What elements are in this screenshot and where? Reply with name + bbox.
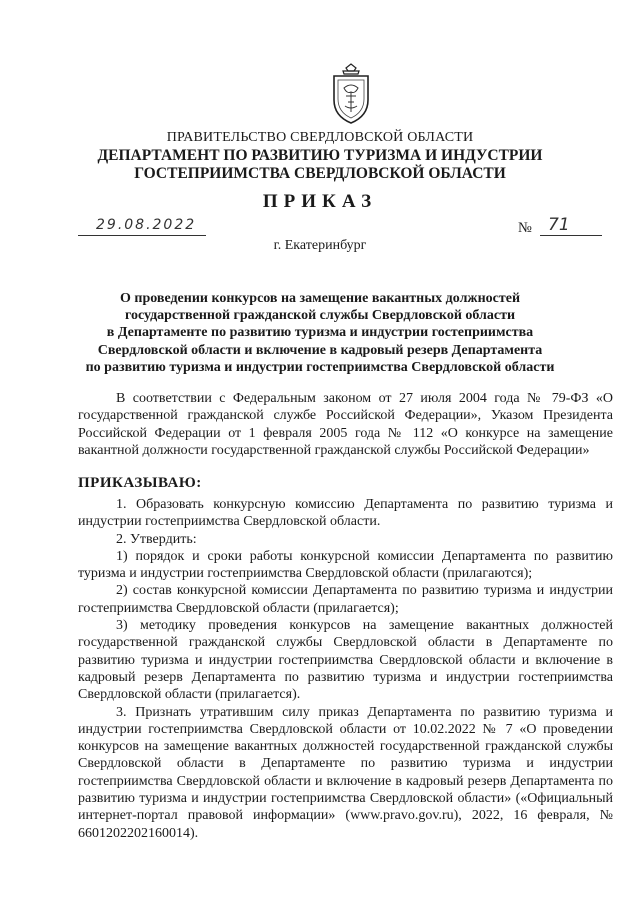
item-1: 1. Образовать конкурсную комиссию Департамента по развитию туризма и индустрии гостеприимства Свердловской области. [78,497,613,530]
preamble-block [78,390,613,459]
subject-line: Свердловской области и включение в кадровый резерв Департамента [97,342,543,358]
number-label: № [518,220,532,236]
document-type-title: ПРИКАЗ [262,191,378,212]
item-2-1: 1) порядок и сроки работы конкурсной комиссии Департамента по развитию туризма и индустрии гостеприимства Свердловской области (прилагаются); [78,548,613,582]
department-name-line1: ДЕПАРТАМЕНТ ПО РАЗВИТИЮ ТУРИЗМА И ИНДУСТРИИ [97,147,543,164]
number-underline [540,235,602,236]
department-name-line2: ГОСТЕПРИИМСТВА СВЕРДЛОВСКОЙ ОБЛАСТИ [134,165,506,182]
department-name [0,147,640,183]
item-2-3: 3) методику проведения конкурсов на замещение вакантных должностей государственной гражданской службы Свердловской области в Департаменте по развитию туризма и индустрии гостеприимства Свердловской области и включение в кадровый резерв Департамента по развитию туризма и индустрии гостеприимства Свердловской области (прилагается). [78,618,613,703]
subject-line: О проведении конкурсов на замещение вакантных должностей [119,291,521,306]
order-date: 29.08.2022 [96,217,197,233]
item-2: 2. Утвердить: [116,531,197,547]
coat-of-arms-emblem [328,62,374,126]
item-3: 3. Признать утратившим силу приказ Департамента по развитию туризма и индустрии гостеприимства Свердловской области от 10.02.2022 № 7 «О проведении конкурсов на замещение вакантных должностей государственной гражданской службы Свердловской области в Департаменте по развитию туризма и индустрии гостеприимства Свердловской области и включение в кадровый резерв Департамента по развитию туризма и индустрии гостеприимства Свердловской области» («Официальный интернет-портал правовой информации» (www.pravo.gov.ru), 2022, 16 февраля, № 6601202202160014). [78,704,613,841]
date-underline [78,235,206,236]
city-name: г. Екатеринбург [273,238,367,253]
item-2-2: 2) состав конкурсной комиссии Департамента по развитию туризма и индустрии гостеприимства Свердловской области (прилагается); [78,583,613,616]
preamble-paragraph: В соответствии с Федеральным законом от 27 июля 2004 года № 79-ФЗ «О государственной гражданской службе Российской Федерации», Указом Президента Российской Федерации от 1 февраля 2005 года № 112 «О конкурсе на замещение вакантной должности государственной гражданской службы Российской Федерации» [78,391,613,458]
government-name: ПРАВИТЕЛЬСТВО СВЕРДЛОВСКОЙ ОБЛАСТИ [166,130,474,145]
subject-line: в Департаменте по развитию туризма и индустрии гостеприимства [106,325,534,341]
subject-line: государственной гражданской службы Свердловской области [124,308,516,324]
order-directive: ПРИКАЗЫВАЮ: [78,475,202,491]
order-subject [60,290,580,376]
order-number: 71 [548,215,570,235]
subject-line: по развитию туризма и индустрии гостеприимства Свердловской области [85,359,555,375]
order-items [78,496,613,842]
